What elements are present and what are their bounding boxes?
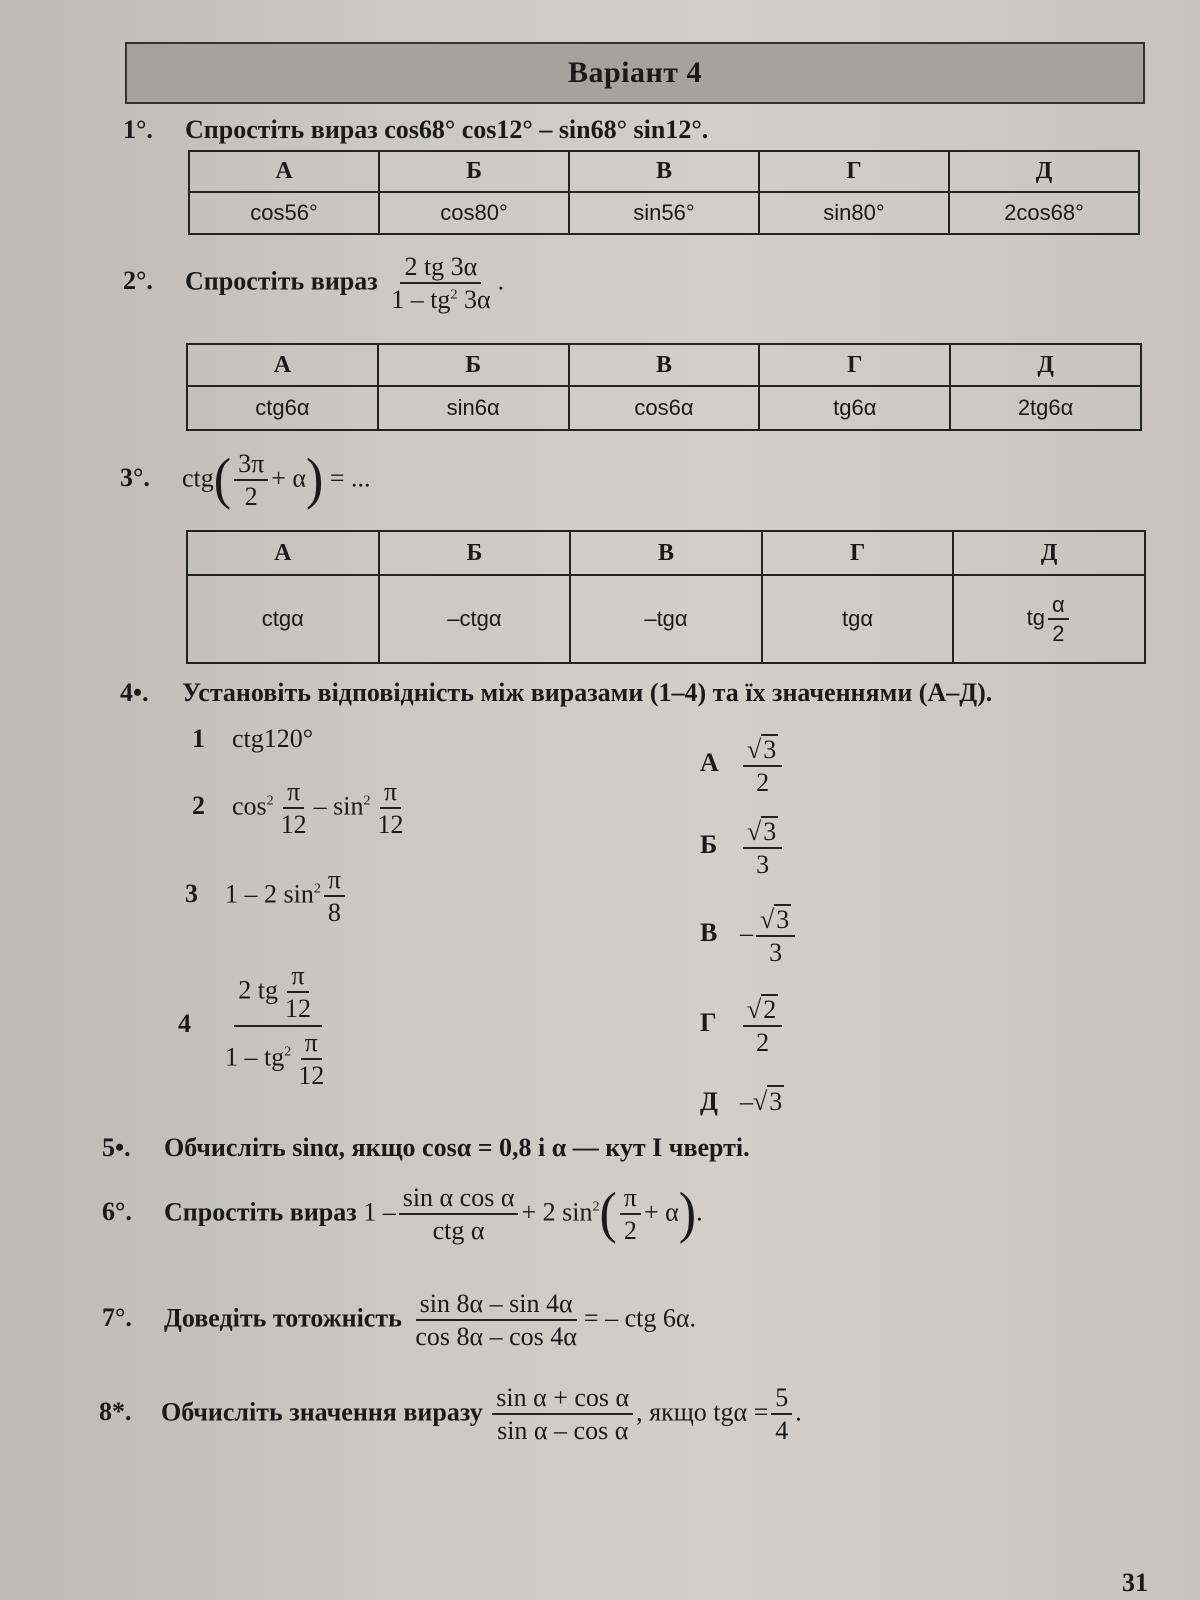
task-2 [123, 253, 504, 314]
variant-title: Варіант 4 [567, 56, 703, 89]
task-1 [123, 115, 708, 145]
answer-header: В [570, 531, 762, 575]
match-value-v: В – $\frac{√3}{3}$ [700, 904, 798, 967]
answer-cell: cos80° [379, 192, 569, 234]
task-7: 7°. Доведіть тотожність $\frac{\sin 8\alpha - \sin 4\alpha}{\cos 8\alpha - \cos 4\alpha}$ = – ctg 6α. [102, 1289, 696, 1352]
task-4-number: 4•. [120, 678, 149, 707]
answer-header: Г [759, 151, 949, 192]
answer-header: Б [379, 151, 569, 192]
answer-cell: –tgα [570, 575, 762, 663]
task-7-number: 7°. [102, 1303, 132, 1333]
task-3: 3°. ctg( $\frac{3\pi}{2}$ + α) = ... [120, 448, 371, 512]
page-number: 31 [1122, 1568, 1148, 1597]
answer-cell: ctg6α [187, 386, 378, 430]
match-value-g: Г $\frac{√2}{2}$ [700, 994, 785, 1057]
answer-cell: sin6α [378, 386, 569, 430]
task-2-numerator: 2 tg 3α [400, 253, 481, 284]
answer-header: А [187, 344, 378, 386]
answer-cell: tg $\frac{\alpha}{2}$ [953, 575, 1145, 663]
task-8-number: 8*. [99, 1397, 132, 1427]
match-expression-4: 4 2 tg $\frac{\pi}{12}$ $1 - tg^2$ $\frac{\pi}{12}$ [178, 961, 325, 1090]
answer-header: В [569, 151, 759, 192]
task-3-func: ctg [182, 463, 214, 493]
answer-cell: 2tg6α [950, 386, 1141, 430]
task-5 [102, 1133, 750, 1163]
task-4-text: Установіть відповідність між виразами (1–4) та їх значеннями (А–Д). [182, 678, 993, 707]
answer-cell: sin80° [759, 192, 949, 234]
answer-cell: tgα [762, 575, 954, 663]
answer-header: Д [953, 531, 1145, 575]
answer-cell: sin56° [569, 192, 759, 234]
task-1-text: Спростіть вираз cos68° cos12° – sin68° sin12°. [185, 115, 709, 144]
task-4 [120, 678, 992, 708]
answer-cell: cos6α [569, 386, 760, 430]
match-expression-2: 2 $\cos^2$ $\frac{\pi}{12}$ – $\sin^2$ $\frac{\pi}{12}$ [192, 777, 404, 840]
task-5-number: 5•. [102, 1133, 131, 1162]
answer-cell: –ctgα [379, 575, 571, 663]
answer-header: Г [762, 531, 954, 575]
answer-cell: tg6α [759, 386, 950, 430]
match-value-b: Б $\frac{√3}{3}$ [700, 816, 785, 879]
task-2-number: 2°. [123, 266, 153, 296]
answer-header: Б [379, 531, 571, 575]
task-2-period: . [497, 266, 505, 296]
task-8-text: Обчисліть значення виразу [161, 1397, 483, 1427]
answer-cell: 2cos68° [949, 192, 1139, 234]
task-6-number: 6°. [102, 1197, 132, 1227]
task-2-answers-table [186, 343, 1142, 431]
task-1-answers-table [188, 150, 1140, 235]
task-5-text: Обчисліть sinα, якщо cosα = 0,8 і α — кут I чверті. [164, 1133, 750, 1162]
answer-header: А [189, 151, 379, 192]
task-2-text: Спростіть вираз [185, 266, 378, 296]
answer-header: Г [759, 344, 950, 386]
match-expression-3: 3 1 – 2 $\sin^2$ $\frac{\pi}{8}$ [185, 866, 348, 927]
variant-header [125, 42, 1145, 104]
task-3-number: 3°. [120, 463, 150, 493]
task-6: 6°. Спростіть вираз 1 – $\frac{\text{sin α cos α}}{\text{ctg α}}$ + 2 $\sin^2$( $\frac{\pi}{2}$ + α). [102, 1182, 703, 1246]
task-3-fraction: $\frac{3\pi}{2}$ [234, 450, 268, 511]
task-1-number: 1°. [123, 115, 153, 144]
task-3-answers-table [186, 530, 1146, 664]
task-8: 8*. Обчисліть значення виразу $\frac{\text{sin α + cos α}}{\text{sin α – cos α}}$ , якщо tgα = $\frac{5}{4}$ . [99, 1383, 802, 1446]
match-value-d: Д –√3 [700, 1087, 783, 1116]
answer-header: Д [950, 344, 1141, 386]
answer-header: В [569, 344, 760, 386]
answer-cell: cos56° [189, 192, 379, 234]
task-2-fraction [387, 253, 494, 314]
task-7-text: Доведіть тотожність [164, 1303, 402, 1333]
task-6-text: Спростіть вираз [164, 1197, 357, 1227]
answer-header: Б [378, 344, 569, 386]
match-expression-1: 1 ctg120° [192, 724, 314, 753]
task-2-denominator: $1 - tg^2$ 3α [391, 285, 491, 315]
answer-header: Д [949, 151, 1139, 192]
answer-header: А [187, 531, 379, 575]
answer-cell: ctgα [187, 575, 379, 663]
match-value-a: А $\frac{√3}{2}$ [700, 734, 785, 797]
task-3-tail: = ... [329, 463, 371, 493]
